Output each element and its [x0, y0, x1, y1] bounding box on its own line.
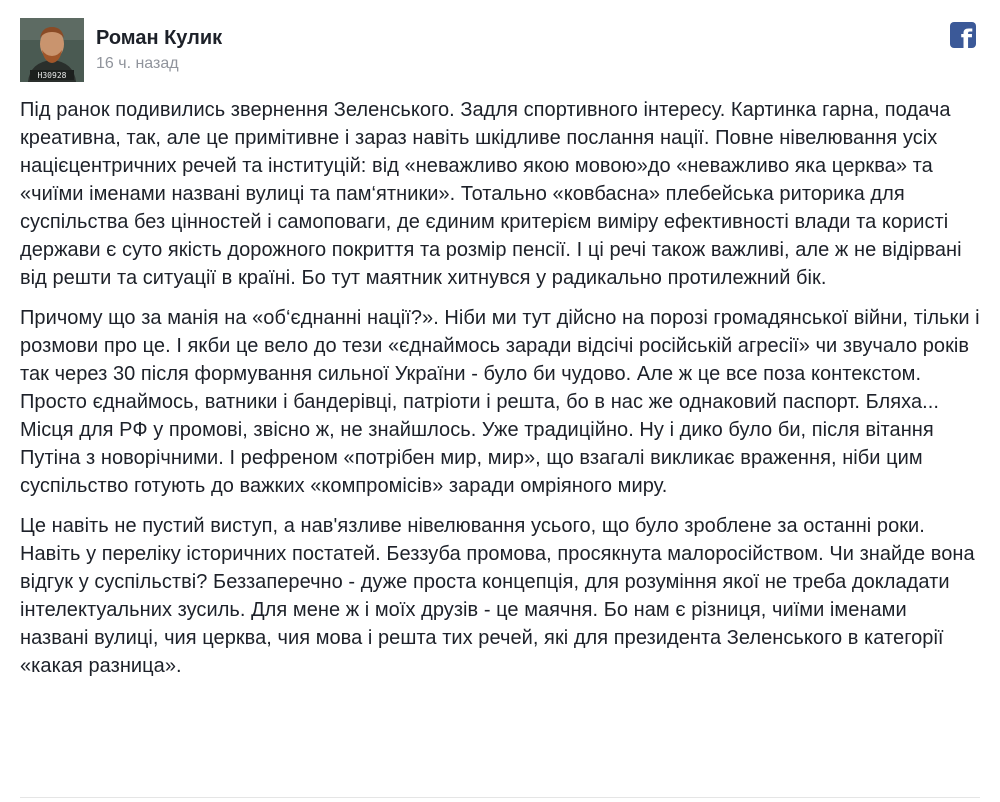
avatar-photo — [20, 18, 84, 82]
avatar-badge: Н30928 — [37, 71, 67, 80]
post-body — [20, 96, 980, 692]
facebook-icon[interactable] — [950, 22, 976, 48]
post-divider — [20, 797, 980, 798]
post-header — [20, 18, 980, 82]
avatar[interactable] — [20, 18, 84, 82]
facebook-f-glyph: f — [960, 25, 972, 48]
post-paragraph: Під ранок подивились звернення Зеленського. Задля спортивного інтересу. Картинка гарна, подача креативна, так, але це примітивне і зараз навіть шкідливе послання нації. Повне нівелювання усіх націєцентричних речей та інституцій: від «неважливо якою мовою»до «неважливо яка церква» та «чиїми іменами названі вулиці та пам‘ятники». Тотально «ковбасна» плебейська риторика для суспільства без цінностей і самоповаги, де єдиним критерієм виміру ефективності влади та користі держави є суто якість дорожного покриття та розмір пенсії. І ці речі також важливі, але ж не відірвані від решти та ситуації в країні. Бо тут маятник хитнувся у радикально протилежний бік. — [20, 99, 962, 289]
post-paragraph: Місця для РФ у промові, звісно ж, не знайшлось. Уже традиційно. Ну і дико було би, після вітання Путіна з новорічними. І рефреном «потрібен мир, мир», що взагалі викликає враження, ніби цим суспільство готують до важких «компромісів» заради омріяного миру. — [20, 419, 934, 497]
post-paragraph: Це навіть не пустий виступ, а нав'язливе нівелювання усього, що було зроблене за останні роки. Навіть у переліку історичних постатей. Беззуба промова, просякнута малоросійством. Чи знайде вона відгук у суспільстві? Беззаперечно - дуже проста концепція, для розуміння якої не треба докладати інтелектуальних зусиль. Для мене ж і моїх друзів - це маячня. Бо нам є різниця, чиїми іменами названі вулиці, чия церква, чия мова і решта тих речей, які для президента Зеленського в категорії «какая разница». — [20, 515, 975, 677]
post-paragraph: Причому що за манія на «об‘єднанні нації?». Ніби ми тут дійсно на порозі громадянської війни, тільки і розмови про це. І якби це вело до тези «єднаймось заради відсічі російській агресії» чи звучало років так через 30 після формування сильної України - було би чудово. Але ж це все поза контекстом. Просто єднаймось, ватники і бандерівці, патріоти і решта, бо в нас же однаковий паспорт. Бляха... — [20, 307, 980, 413]
author-name[interactable]: Роман Кулик — [96, 27, 223, 49]
post-timestamp[interactable]: 16 ч. назад — [96, 55, 179, 72]
